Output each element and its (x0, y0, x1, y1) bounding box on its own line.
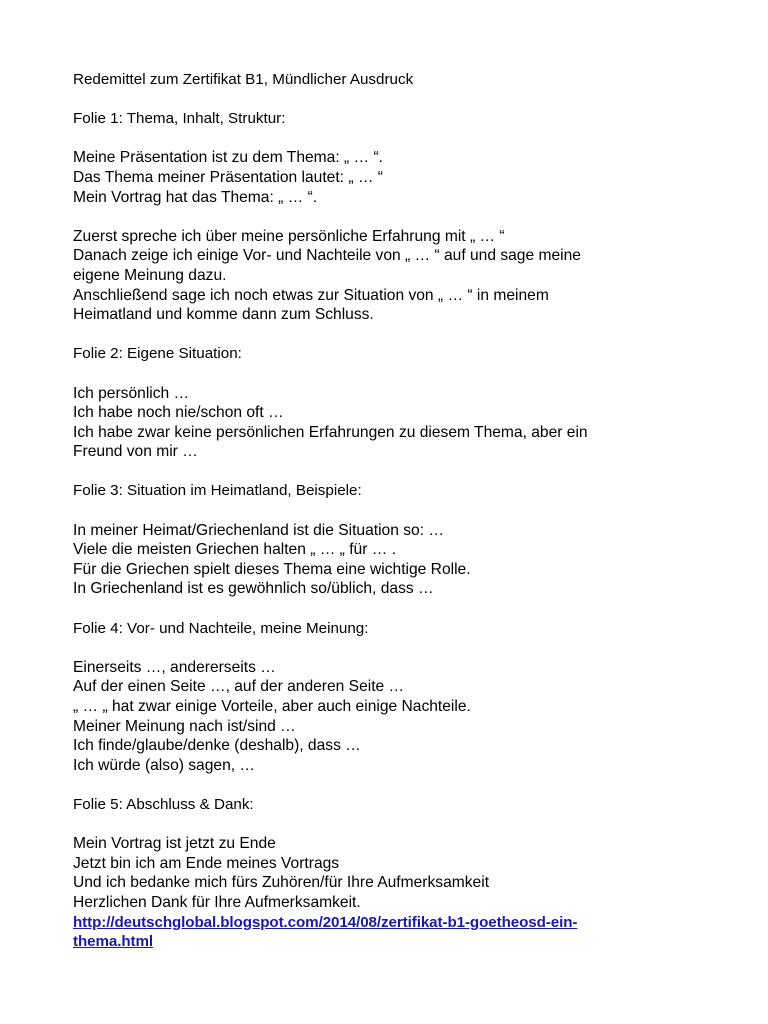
spacer (73, 815, 733, 835)
spacer (73, 775, 733, 795)
text-line: Ich finde/glaube/denke (deshalb), dass … (73, 737, 361, 755)
text-line: Mein Vortrag hat das Thema: „ … “. (73, 188, 318, 206)
text-line: Anschließend sage ich noch etwas zur Situation von „ … “ in meinem (73, 286, 549, 304)
spacer (73, 364, 733, 384)
spacer (73, 638, 733, 658)
text-line: Jetzt bin ich am Ende meines Vortrags (73, 854, 340, 872)
spacer (73, 501, 733, 521)
spacer (73, 599, 733, 619)
text-line: In Griechenland ist es gewöhnlich so/üblich, dass … (73, 580, 434, 598)
spacer (73, 462, 733, 482)
document-page (73, 70, 733, 952)
text-line: eigene Meinung dazu. (73, 266, 227, 284)
section-heading-folie-2: Folie 2: Eigene Situation: (73, 345, 242, 363)
section-heading-folie-3: Folie 3: Situation im Heimatland, Beispiele: (73, 482, 362, 500)
text-line: Danach zeige ich einige Vor- und Nachteile von „ … “ auf und sage meine (73, 247, 581, 265)
section-heading-folie-5: Folie 5: Abschluss & Dank: (73, 795, 254, 813)
text-line: Auf der einen Seite …, auf der anderen Seite … (73, 678, 405, 696)
section-heading-folie-1: Folie 1: Thema, Inhalt, Struktur: (73, 110, 286, 128)
text-line: Heimatland und komme dann zum Schluss. (73, 306, 374, 324)
text-line: Ich habe zwar keine persönlichen Erfahrungen zu diesem Thema, aber ein (73, 423, 588, 441)
text-line: In meiner Heimat/Griechenland ist die Situation so: … (73, 521, 444, 539)
text-line: Ich persönlich … (73, 384, 190, 402)
text-line: „ … „ hat zwar einige Vorteile, aber auch einige Nachteile. (73, 698, 471, 715)
spacer (73, 325, 733, 345)
text-line: Das Thema meiner Präsentation lautet: „ … “ (73, 168, 383, 186)
text-line: Meiner Meinung nach ist/sind … (73, 717, 296, 735)
source-link-line-1-row (73, 913, 733, 933)
text-line: Für die Griechen spielt dieses Thema eine wichtige Rolle. (73, 560, 471, 578)
spacer (73, 129, 733, 149)
source-link-line-2-row (73, 932, 733, 952)
spacer (73, 207, 733, 227)
text-line: Zuerst spreche ich über meine persönliche Erfahrung mit „ … “ (73, 227, 505, 245)
text-line: Viele die meisten Griechen halten „ … „ für … . (73, 541, 396, 559)
text-line: Ich habe noch nie/schon oft … (73, 404, 284, 422)
document-title: Redemittel zum Zertifikat B1, Mündlicher Ausdruck (73, 71, 414, 88)
section-heading-folie-4: Folie 4: Vor- und Nachteile, meine Meinung: (73, 619, 369, 637)
text-line: Freund von mir … (73, 443, 198, 461)
text-line: Herzlichen Dank für Ihre Aufmerksamkeit. (73, 893, 361, 911)
source-link-line-1[interactable]: http://deutschglobal.blogspot.com/2014/08/zertifikat-b1-goetheosd-ein- (73, 913, 578, 931)
text-line: Mein Vortrag ist jetzt zu Ende (73, 835, 276, 853)
text-line: Meine Präsentation ist zu dem Thema: „ … “. (73, 149, 383, 167)
text-line: Und ich bedanke mich fürs Zuhören/für Ihre Aufmerksamkeit (73, 874, 490, 892)
source-link-line-2[interactable]: thema.html (73, 933, 154, 951)
text-line: Einerseits …, andererseits … (73, 658, 276, 676)
spacer (73, 90, 733, 110)
text-line: Ich würde (also) sagen, … (73, 756, 256, 774)
